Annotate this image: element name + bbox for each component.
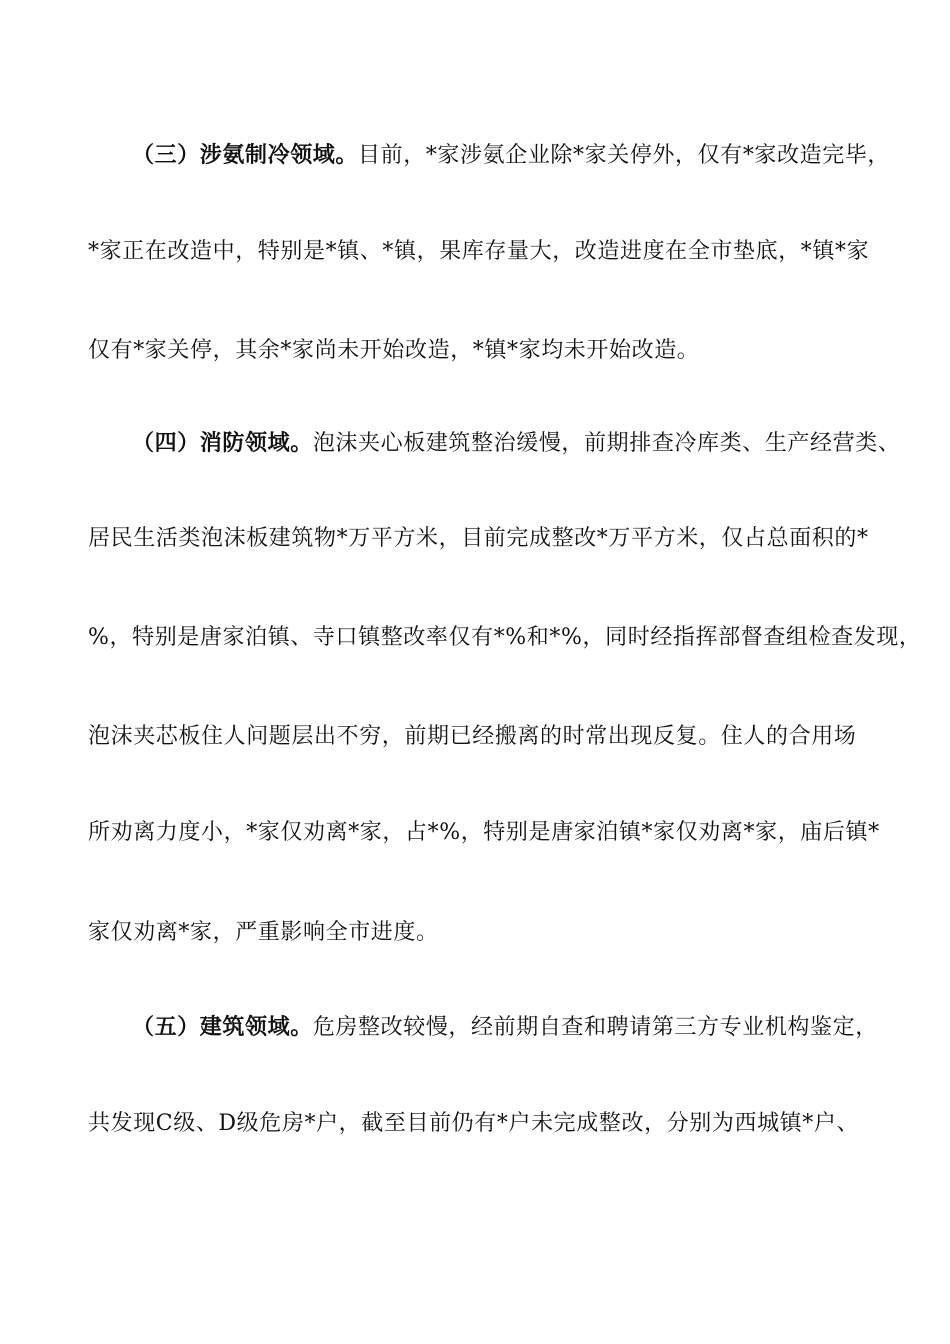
paragraph-line: 家仅劝离*家，严重影响全市进度。 — [88, 920, 439, 945]
section-3-first-line — [132, 140, 932, 171]
section-heading: （五）建筑领域。 — [132, 1014, 313, 1040]
section-5-first-line — [132, 1012, 932, 1043]
paragraph-line: %，特别是唐家泊镇、寺口镇整改率仅有*%和*%，同时经指挥部督查组检查发现， — [88, 625, 922, 650]
paragraph-line: 仅有*家关停，其余*家尚未开始改造，*镇*家均未开始改造。 — [88, 338, 700, 363]
paragraph-line: *家正在改造中，特别是*镇、*镇，果库存量大，改造进度在全市垫底，*镇*家 — [88, 239, 870, 264]
paragraph-line: 共发现C级、D级危房*户，截至目前仍有*户未完成整改，分别为西城镇*户、 — [88, 1111, 860, 1136]
paragraph-text: 目前，*家涉氨企业除*家关停外，仅有*家改造完毕， — [358, 143, 891, 168]
section-heading: （四）消防领域。 — [132, 430, 313, 456]
paragraph-line: 居民生活类泡沫板建筑物*万平方米，目前完成整改*万平方米，仅占总面积的* — [88, 526, 869, 551]
paragraph-line: 所劝离力度小，*家仅劝离*家，占*%，特别是唐家泊镇*家仅劝离*家，庙后镇* — [88, 820, 880, 845]
section-heading: （三）涉氨制冷领域。 — [132, 142, 359, 168]
paragraph-text: 危房整改较慢，经前期自查和聘请第三方专业机构鉴定， — [312, 1015, 878, 1040]
paragraph-line: 泡沫夹芯板住人问题层出不穷，前期已经搬离的时常出现反复。住人的合用场 — [88, 724, 857, 749]
section-4-first-line — [132, 428, 932, 459]
paragraph-text: 泡沫夹心板建筑整治缓慢，前期排查冷库类、生产经营类、 — [312, 431, 901, 456]
